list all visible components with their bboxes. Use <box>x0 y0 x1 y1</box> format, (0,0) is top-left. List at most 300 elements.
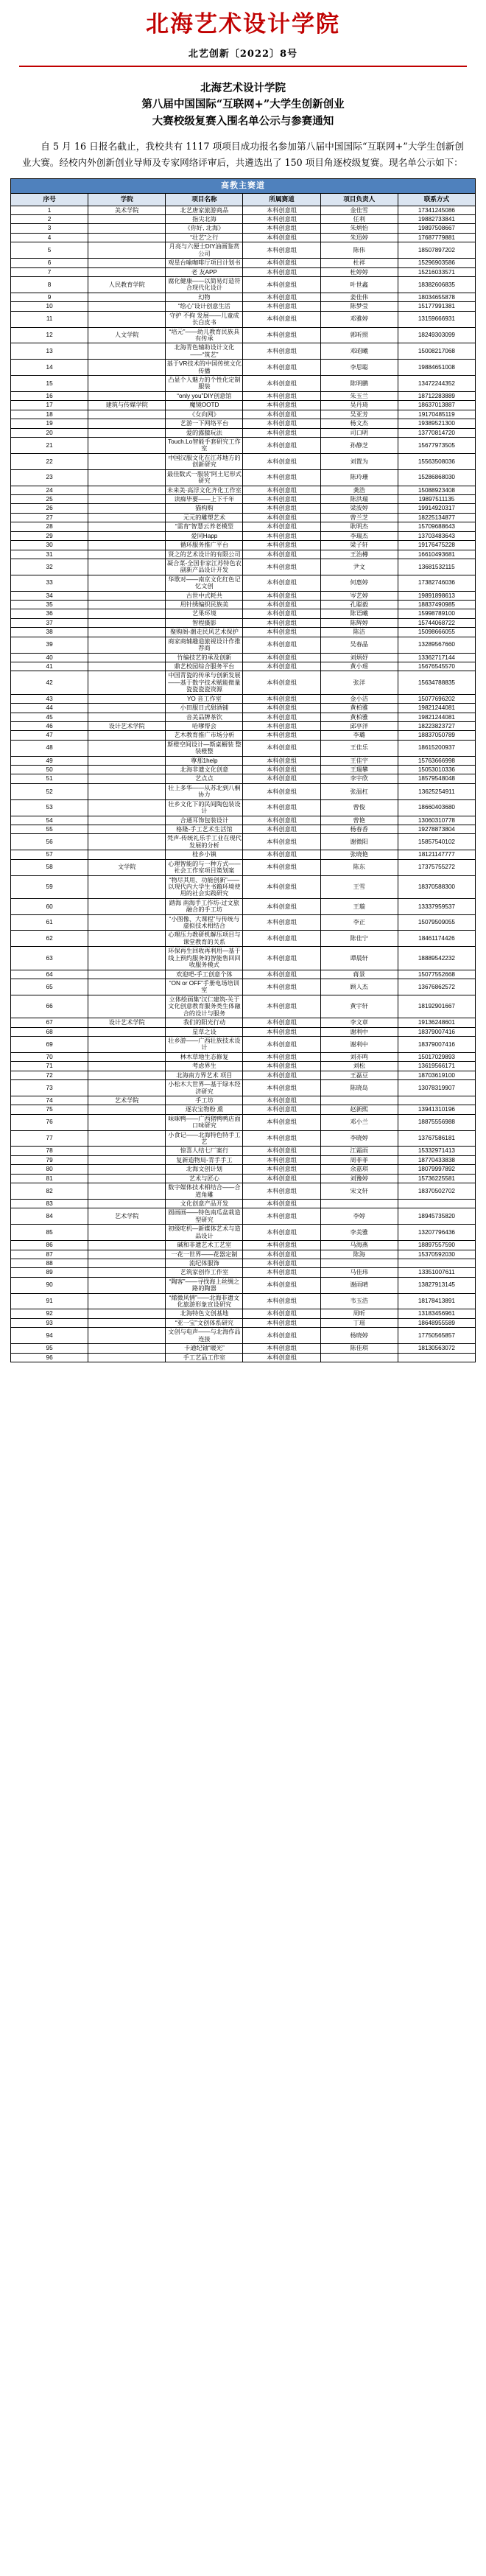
cell-leader: 刘亦鸣 <box>320 1052 398 1061</box>
cell-contact: 15286868030 <box>398 469 475 486</box>
cell-college <box>88 671 166 694</box>
cell-college <box>88 559 166 575</box>
cell-project-name: 腐化健康——以简易灯造符合现代化设计 <box>166 277 243 293</box>
cell-leader: 黄宇轩 <box>320 995 398 1018</box>
cell-project-name: 《你好, 北海》 <box>166 224 243 233</box>
cell-contact: 13362717144 <box>398 653 475 662</box>
roster-table <box>10 178 476 1362</box>
cell-leader: 谢雨晴 <box>320 1277 398 1293</box>
cell-contact: 13351007611 <box>398 1268 475 1277</box>
cell-leader: 张温杠 <box>320 783 398 799</box>
cell-category: 本科创意组 <box>243 1071 320 1079</box>
notice-paragraph: 自 5 月 16 日报名截止，我校共有 1117 项项目成功报名参加第八届中国国际“互联网+”大学生创新创业大赛。经校内外创新创业导师及专家网络评审后，共遴选出了 150 项目角逐校级复赛。现名单公示如下： <box>22 141 464 169</box>
cell-category: 本科创意组 <box>243 469 320 486</box>
table-row <box>11 513 476 522</box>
cell-category: 本科创意组 <box>243 931 320 947</box>
column-header-category: 所属赛道 <box>243 193 320 206</box>
cell-project-name: 爱的露膝玩法 <box>166 428 243 437</box>
cell-college: 设计艺术学院 <box>88 1018 166 1027</box>
column-header-leader: 项目负责人 <box>320 193 398 206</box>
cell-contact: 19136248601 <box>398 1018 475 1027</box>
roster-table-wrap <box>0 178 486 1362</box>
cell-index: 84 <box>11 1208 88 1225</box>
cell-index: 72 <box>11 1071 88 1079</box>
cell-category: 本科创意组 <box>243 1199 320 1208</box>
table-row <box>11 799 476 816</box>
cell-category: 本科创意组 <box>243 834 320 850</box>
cell-category: 本科创意组 <box>243 618 320 627</box>
table-row <box>11 1328 476 1344</box>
cell-college <box>88 740 166 756</box>
cell-college <box>88 1318 166 1327</box>
cell-category: 本科创意组 <box>243 1318 320 1327</box>
table-row <box>11 242 476 259</box>
table-row <box>11 401 476 410</box>
cell-college <box>88 215 166 224</box>
cell-index: 39 <box>11 637 88 653</box>
cell-college <box>88 783 166 799</box>
cell-contact <box>398 1353 475 1362</box>
cell-index: 61 <box>11 914 88 931</box>
cell-college <box>88 1259 166 1267</box>
cell-college <box>88 653 166 662</box>
cell-category: 本科创意组 <box>243 1080 320 1096</box>
cell-category: 本科创意组 <box>243 704 320 713</box>
cell-category: 本科创意组 <box>243 825 320 834</box>
cell-project-name: 逐农宝物粉 熏 <box>166 1105 243 1114</box>
column-header-contact: 联系方式 <box>398 193 475 206</box>
cell-category: 本科创意组 <box>243 1250 320 1259</box>
cell-index: 1 <box>11 206 88 214</box>
cell-leader: 吴春晶 <box>320 637 398 653</box>
cell-leader: 张洋 <box>320 671 398 694</box>
table-row <box>11 233 476 242</box>
table-row <box>11 731 476 740</box>
header-divider <box>19 66 467 67</box>
cell-category: 本科创意组 <box>243 327 320 343</box>
table-row <box>11 970 476 979</box>
cell-category: 本科创意组 <box>243 947 320 970</box>
cell-college: 人民教育学院 <box>88 277 166 293</box>
cell-index: 85 <box>11 1225 88 1241</box>
cell-college <box>88 609 166 618</box>
cell-college <box>88 1353 166 1362</box>
cell-category: 本科创意组 <box>243 302 320 311</box>
cell-contact: 18837050789 <box>398 731 475 740</box>
cell-project-name: 智程摄影 <box>166 618 243 627</box>
cell-college: 艺术学院 <box>88 1096 166 1105</box>
table-row <box>11 1147 476 1155</box>
table-row <box>11 1225 476 1241</box>
cell-project-name: 桂乡小镇 <box>166 850 243 859</box>
cell-category: 本科创意组 <box>243 713 320 721</box>
table-row <box>11 931 476 947</box>
cell-college <box>88 224 166 233</box>
cell-leader: 陈佳琪 <box>320 1344 398 1353</box>
cell-leader: 王佳宇 <box>320 756 398 765</box>
cell-project-name: 手工艺品工作室 <box>166 1353 243 1362</box>
cell-index: 26 <box>11 504 88 513</box>
cell-college <box>88 947 166 970</box>
cell-college <box>88 970 166 979</box>
cell-index: 45 <box>11 713 88 721</box>
cell-leader: 黄柏雅 <box>320 704 398 713</box>
cell-contact: 15098666055 <box>398 628 475 637</box>
cell-college <box>88 1328 166 1344</box>
cell-category: 本科创意组 <box>243 410 320 419</box>
table-row <box>11 267 476 276</box>
cell-category: 本科创意组 <box>243 428 320 437</box>
table-row <box>11 1130 476 1147</box>
cell-project-name: “培元”——幼儿教育民族具有传承 <box>166 327 243 343</box>
table-row <box>11 1241 476 1250</box>
cell-index: 81 <box>11 1174 88 1183</box>
cell-contact: 17375755272 <box>398 859 475 875</box>
cell-contact: 18379007416 <box>398 1027 475 1036</box>
cell-college <box>88 438 166 454</box>
cell-index: 44 <box>11 704 88 713</box>
cell-category: 本科创意组 <box>243 494 320 503</box>
cell-index: 73 <box>11 1080 88 1096</box>
cell-index: 68 <box>11 1027 88 1036</box>
cell-project-name: 碱和非遗艺术工艺室 <box>166 1241 243 1250</box>
table-row <box>11 979 476 995</box>
cell-contact: 18837490985 <box>398 601 475 609</box>
cell-leader: 王治樽 <box>320 550 398 559</box>
cell-leader: 梁子轩 <box>320 541 398 550</box>
table-row <box>11 1344 476 1353</box>
cell-college <box>88 453 166 469</box>
table-row <box>11 774 476 783</box>
cell-college <box>88 1147 166 1155</box>
table-row <box>11 428 476 437</box>
cell-project-name: 聚购阁-潮走民风艺术保护 <box>166 628 243 637</box>
cell-leader: 陈佳宁 <box>320 931 398 947</box>
cell-contact: 16610493681 <box>398 550 475 559</box>
cell-category: 本科创意组 <box>243 224 320 233</box>
table-row <box>11 637 476 653</box>
cell-college: 设计艺术学院 <box>88 721 166 730</box>
table-row <box>11 1183 476 1200</box>
cell-college: 文学院 <box>88 859 166 875</box>
cell-project-name: 凝合菜-全国非家江苏特色农副新产品设计开发 <box>166 559 243 575</box>
cell-project-name: 尊那1help <box>166 756 243 765</box>
cell-index: 59 <box>11 875 88 898</box>
cell-college <box>88 816 166 825</box>
cell-category: 本科创意组 <box>243 875 320 898</box>
cell-index: 24 <box>11 486 88 494</box>
cell-contact: 13472244352 <box>398 376 475 392</box>
cell-contact: 13770814720 <box>398 428 475 437</box>
cell-college <box>88 1165 166 1174</box>
cell-project-name: 踏海 南海手工作坊-过文旅融合的手工坊 <box>166 898 243 914</box>
cell-category: 本科创意组 <box>243 799 320 816</box>
cell-index: 56 <box>11 834 88 850</box>
cell-leader: 司口明 <box>320 428 398 437</box>
cell-index: 57 <box>11 850 88 859</box>
cell-project-name: 北海特色文创基地 <box>166 1309 243 1318</box>
table-row <box>11 1036 476 1052</box>
cell-index: 27 <box>11 513 88 522</box>
cell-category: 本科创意组 <box>243 766 320 774</box>
cell-contact: 15857540102 <box>398 834 475 850</box>
cell-category: 本科创意组 <box>243 601 320 609</box>
cell-college <box>88 1071 166 1079</box>
cell-leader: 谢利中 <box>320 1027 398 1036</box>
cell-contact: 13337959537 <box>398 898 475 914</box>
table-row <box>11 486 476 494</box>
cell-project-name: 观星台喻咖啡厅项目计划书 <box>166 259 243 267</box>
table-row <box>11 1105 476 1114</box>
cell-index: 10 <box>11 302 88 311</box>
table-row <box>11 834 476 850</box>
notice-title-line-3: 大赛校级复赛入围名单公示与参赛通知 <box>152 114 334 127</box>
cell-index: 13 <box>11 343 88 360</box>
cell-contact: 18382606835 <box>398 277 475 293</box>
cell-project-name: 格隆-手工艺术生活馆 <box>166 825 243 834</box>
cell-project-name: “亚一宝”文创体系研究 <box>166 1318 243 1327</box>
cell-contact: 18945735820 <box>398 1208 475 1225</box>
cell-leader: 何惠婷 <box>320 575 398 591</box>
cell-college <box>88 513 166 522</box>
cell-leader: 金小洁 <box>320 694 398 703</box>
cell-project-name: 味咪鸭——广西猪鸭鸭店面口味研究 <box>166 1114 243 1130</box>
cell-leader: 丁瑶 <box>320 1318 398 1327</box>
cell-category: 本科创意组 <box>243 1183 320 1200</box>
cell-college <box>88 1250 166 1259</box>
cell-leader: 王雪 <box>320 875 398 898</box>
cell-leader: 赵新熙 <box>320 1105 398 1114</box>
cell-contact: 13676862572 <box>398 979 475 995</box>
table-row <box>11 766 476 774</box>
cell-contact: 17687779881 <box>398 233 475 242</box>
cell-leader: 刘置为 <box>320 453 398 469</box>
cell-index: 29 <box>11 531 88 540</box>
cell-project-name: 月亮与六便士DIY油画鉴赏公司 <box>166 242 243 259</box>
cell-contact <box>398 1259 475 1267</box>
cell-leader: 李晓婷 <box>320 1130 398 1147</box>
cell-category: 本科创意组 <box>243 662 320 671</box>
cell-contact: 15216033571 <box>398 267 475 276</box>
cell-category: 本科创意组 <box>243 1027 320 1036</box>
cell-contact: 13183456961 <box>398 1309 475 1318</box>
cell-category: 本科创意组 <box>243 575 320 591</box>
cell-index: 86 <box>11 1241 88 1250</box>
cell-index: 34 <box>11 591 88 600</box>
cell-project-name: 立体绘画集“汉仁建筑-关于文化创意教育服务类生体融合的设计与服务 <box>166 995 243 1018</box>
cell-leader: 李宇欣 <box>320 774 398 783</box>
cell-category: 本科创意组 <box>243 1225 320 1241</box>
cell-project-name: 心理智能的与一种方式——社会工作室项目策划案 <box>166 859 243 875</box>
table-row <box>11 504 476 513</box>
cell-category: 本科创意组 <box>243 756 320 765</box>
cell-college <box>88 410 166 419</box>
cell-college <box>88 704 166 713</box>
cell-category: 本科创意组 <box>243 1309 320 1318</box>
cell-category: 本科创意组 <box>243 215 320 224</box>
school-title: 北海艺术设计学院 <box>146 11 340 38</box>
table-row <box>11 1293 476 1309</box>
cell-index: 66 <box>11 995 88 1018</box>
cell-leader: 张晓艳 <box>320 850 398 859</box>
cell-index: 7 <box>11 267 88 276</box>
cell-category: 本科创意组 <box>243 343 320 360</box>
cell-contact: 15296903586 <box>398 259 475 267</box>
cell-contact: 18461174426 <box>398 931 475 947</box>
cell-category: 本科创意组 <box>243 233 320 242</box>
cell-contact: 18370588300 <box>398 875 475 898</box>
cell-contact: 18379007416 <box>398 1036 475 1052</box>
cell-project-name: 手工坊 <box>166 1096 243 1105</box>
column-header-row <box>11 193 476 206</box>
cell-contact: 15709688643 <box>398 522 475 531</box>
cell-category: 本科创意组 <box>243 1208 320 1225</box>
cell-college <box>88 486 166 494</box>
cell-index: 49 <box>11 756 88 765</box>
cell-index: 77 <box>11 1130 88 1147</box>
table-row <box>11 559 476 575</box>
cell-category: 本科创意组 <box>243 531 320 540</box>
cell-category: 本科创意组 <box>243 293 320 301</box>
table-row <box>11 1096 476 1105</box>
cell-college <box>88 628 166 637</box>
cell-college <box>88 1344 166 1353</box>
cell-college <box>88 931 166 947</box>
cell-college <box>88 834 166 850</box>
cell-college <box>88 1062 166 1071</box>
table-row <box>11 277 476 293</box>
cell-leader <box>320 1096 398 1105</box>
cell-college <box>88 428 166 437</box>
cell-leader: 李璐 <box>320 731 398 740</box>
cell-index: 40 <box>11 653 88 662</box>
cell-college <box>88 875 166 898</box>
cell-contact: 18249303099 <box>398 327 475 343</box>
cell-college <box>88 637 166 653</box>
cell-category: 本科创意组 <box>243 859 320 875</box>
cell-project-name: 初级吃机—新媒体艺术与造品设计 <box>166 1225 243 1241</box>
table-row <box>11 653 476 662</box>
cell-project-name: “物尽其用、功能创新”——以现代内大学生书籍环境使用的社会实践研究 <box>166 875 243 898</box>
cell-contact: 15077696202 <box>398 694 475 703</box>
cell-category: 本科创意组 <box>243 774 320 783</box>
cell-college <box>88 1027 166 1036</box>
cell-college <box>88 1114 166 1130</box>
cell-leader: 孙静芝 <box>320 438 398 454</box>
track-title: 高教主赛道 <box>11 179 476 194</box>
cell-contact: 13703483643 <box>398 531 475 540</box>
cell-category: 本科创意组 <box>243 259 320 267</box>
cell-project-name: 元元的雕塑艺术 <box>166 513 243 522</box>
cell-project-name: 欢迎吧-手工创意个体 <box>166 970 243 979</box>
cell-category: 本科创意组 <box>243 1130 320 1147</box>
cell-leader: 朱炳怡 <box>320 224 398 233</box>
cell-index: 42 <box>11 671 88 694</box>
cell-contact: 15077552668 <box>398 970 475 979</box>
cell-leader: 陈东 <box>320 859 398 875</box>
cell-index: 78 <box>11 1147 88 1155</box>
cell-category: 本科创意组 <box>243 419 320 428</box>
cell-college <box>88 302 166 311</box>
cell-project-name: 北海青色辅助设计文化——“筑艺” <box>166 343 243 360</box>
cell-contact: 19821244081 <box>398 704 475 713</box>
cell-category: 本科创意组 <box>243 550 320 559</box>
cell-project-name: 壮乡文化下的民间陶包装设计 <box>166 799 243 816</box>
cell-category: 本科创意组 <box>243 559 320 575</box>
cell-leader: 梁波婷 <box>320 504 398 513</box>
cell-leader: 李婷 <box>320 1208 398 1225</box>
cell-category: 本科创意组 <box>243 267 320 276</box>
cell-index: 83 <box>11 1199 88 1208</box>
table-row <box>11 206 476 214</box>
table-row <box>11 898 476 914</box>
cell-index: 9 <box>11 293 88 301</box>
cell-index: 17 <box>11 401 88 410</box>
cell-leader <box>320 1353 398 1362</box>
cell-category: 本科创意组 <box>243 1241 320 1250</box>
cell-contact: 15079509055 <box>398 914 475 931</box>
cell-index: 67 <box>11 1018 88 1027</box>
cell-contact: 15763666998 <box>398 756 475 765</box>
cell-category: 本科创意组 <box>243 637 320 653</box>
cell-contact: 19176475228 <box>398 541 475 550</box>
table-row <box>11 410 476 419</box>
cell-category: 本科创意组 <box>243 1114 320 1130</box>
cell-project-name: 凸显个人魅力的个性化定制服装 <box>166 376 243 392</box>
cell-index: 89 <box>11 1268 88 1277</box>
cell-index: 69 <box>11 1036 88 1052</box>
cell-category: 本科创意组 <box>243 1165 320 1174</box>
cell-college <box>88 825 166 834</box>
cell-leader: 朱迅婷 <box>320 233 398 242</box>
cell-project-name: “only you”DIY创意馆 <box>166 391 243 400</box>
cell-leader: 杨春香 <box>320 825 398 834</box>
cell-contact: 15053010336 <box>398 766 475 774</box>
cell-leader: 邓雅婷 <box>320 311 398 327</box>
cell-index: 94 <box>11 1328 88 1344</box>
table-row <box>11 859 476 875</box>
cell-index: 6 <box>11 259 88 267</box>
cell-leader: 杨文杰 <box>320 419 398 428</box>
cell-category: 本科创意组 <box>243 1036 320 1052</box>
cell-index: 53 <box>11 799 88 816</box>
cell-contact: 15676545570 <box>398 662 475 671</box>
cell-leader: 刘豫婷 <box>320 1174 398 1183</box>
cell-college <box>88 1293 166 1309</box>
cell-project-name: Touch.Lo智能手套研究工作室 <box>166 438 243 454</box>
cell-contact: 18225134877 <box>398 513 475 522</box>
cell-project-name: 艺筑家创作工作室 <box>166 1268 243 1277</box>
cell-contact: 18875556988 <box>398 1114 475 1130</box>
table-row <box>11 756 476 765</box>
cell-leader: 余嘉琪 <box>320 1165 398 1174</box>
cell-category: 本科创意组 <box>243 522 320 531</box>
cell-index: 5 <box>11 242 88 259</box>
cell-project-name: 环保再生回收再利用—基于线上预约服务的智能售回回收服务模式 <box>166 947 243 970</box>
cell-index: 51 <box>11 774 88 783</box>
table-row <box>11 531 476 540</box>
cell-project-name: “壮艺”之行 <box>166 233 243 242</box>
cell-leader: 马佳玮 <box>320 1268 398 1277</box>
table-row <box>11 327 476 343</box>
notice-title-line-1: 北海艺术设计学院 <box>200 81 286 94</box>
cell-contact: 13159666931 <box>398 311 475 327</box>
cell-leader: 金佳雪 <box>320 206 398 214</box>
cell-contact: 17750565857 <box>398 1328 475 1344</box>
cell-project-name: 魔镜OOTD <box>166 401 243 410</box>
cell-leader: 刘松 <box>320 1062 398 1071</box>
cell-project-name: 艺游一下网络平台 <box>166 419 243 428</box>
